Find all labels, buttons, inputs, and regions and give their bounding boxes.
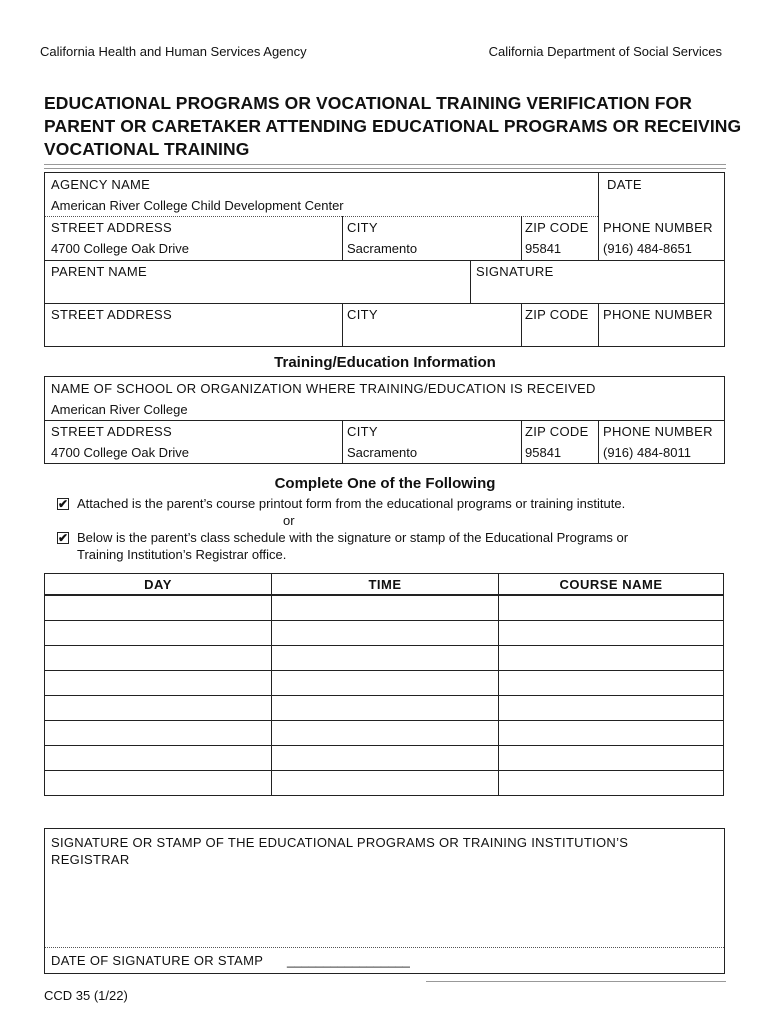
parent-street-label: STREET ADDRESS [51,307,172,322]
course-name-cell[interactable] [499,721,724,746]
day-cell[interactable] [45,621,272,646]
agency-phone-label: PHONE NUMBER [603,220,713,235]
school-street-field[interactable]: 4700 College Oak Drive [51,445,190,460]
school-name-field[interactable]: American River College [51,402,188,417]
form-id: CCD 35 (1/22) [44,988,128,1003]
date-of-signature-label: DATE OF SIGNATURE OR STAMP [51,953,264,968]
footer-divider [426,981,726,982]
course-name-cell[interactable] [499,595,724,621]
agency-zip-field[interactable]: 95841 [525,241,562,256]
time-cell[interactable] [272,671,499,696]
schedule-header-row [45,574,724,596]
registrar-signature-label-line2: REGISTRAR [51,852,130,867]
course-name-cell[interactable] [499,671,724,696]
registrar-signature-section [44,828,725,974]
agency-street-field[interactable]: 4700 College Oak Drive [51,241,190,256]
department-header: California Department of Social Services [488,44,722,59]
parent-zip-field[interactable] [524,325,596,345]
option2-text-line1: Below is the parent’s class schedule with the signature or stamp of the Educational Programs or [77,530,629,545]
registrar-signature-field[interactable] [49,873,721,943]
option2-checkbox[interactable]: ✔ [58,531,69,545]
date-label: DATE [607,177,642,192]
parent-street-field[interactable] [47,325,339,345]
date-of-signature-field[interactable]: _________________ [287,953,410,968]
agency-name-label: AGENCY NAME [51,177,151,192]
or-text: or [283,513,295,528]
class-schedule-table [44,573,724,796]
time-column-header: TIME [272,574,499,596]
option1-checkbox[interactable]: ✔ [58,497,69,511]
school-city-field[interactable]: Sacramento [347,445,418,460]
parent-phone-label: PHONE NUMBER [603,307,713,322]
school-name-label: NAME OF SCHOOL OR ORGANIZATION WHERE TRAINING/EDUCATION IS RECEIVED [51,381,596,396]
school-phone-label: PHONE NUMBER [603,424,713,439]
agency-city-field[interactable]: Sacramento [347,241,418,256]
parent-signature-field[interactable] [473,281,722,301]
table-row [45,646,724,671]
title-divider [44,164,726,165]
course-name-cell[interactable] [499,696,724,721]
parent-city-label: CITY [347,307,378,322]
table-row [45,595,724,621]
day-cell[interactable] [45,746,272,771]
table-row [45,721,724,746]
agency-header: California Health and Human Services Agency [40,44,307,59]
parent-name-field[interactable] [47,281,467,301]
agency-street-label: STREET ADDRESS [51,220,172,235]
time-cell[interactable] [272,746,499,771]
table-row [45,621,724,646]
options-section-title: Complete One of the Following [274,475,496,492]
day-cell[interactable] [45,595,272,621]
agency-parent-section [44,172,725,347]
date-field[interactable] [600,195,722,215]
school-city-label: CITY [347,424,378,439]
parent-zip-label: ZIP CODE [525,307,589,322]
course-name-cell[interactable] [499,746,724,771]
time-cell[interactable] [272,696,499,721]
time-cell[interactable] [272,621,499,646]
school-street-label: STREET ADDRESS [51,424,172,439]
parent-phone-field[interactable] [601,325,722,345]
training-section [44,376,725,464]
parent-city-field[interactable] [345,325,518,345]
time-cell[interactable] [272,595,499,621]
school-zip-label: ZIP CODE [525,424,589,439]
signature-label: SIGNATURE [476,264,554,279]
day-cell[interactable] [45,771,272,796]
course-name-cell[interactable] [499,771,724,796]
time-cell[interactable] [272,721,499,746]
table-row [45,746,724,771]
agency-city-label: CITY [347,220,378,235]
option2-text-line2: Training Institution’s Registrar office. [77,547,287,562]
registrar-signature-label-line1: SIGNATURE OR STAMP OF THE EDUCATIONAL PROGRAMS OR TRAINING INSTITUTION’S [51,835,629,850]
day-column-header: DAY [45,574,272,596]
course-name-cell[interactable] [499,646,724,671]
day-cell[interactable] [45,721,272,746]
agency-zip-label: ZIP CODE [525,220,589,235]
school-zip-field[interactable]: 95841 [525,445,562,460]
course-name-column-header: COURSE NAME [499,574,724,596]
agency-name-field[interactable]: American River College Child Development Center [51,198,344,213]
school-phone-field[interactable]: (916) 484-8011 [603,445,691,460]
table-row [45,696,724,721]
time-cell[interactable] [272,771,499,796]
day-cell[interactable] [45,646,272,671]
course-name-cell[interactable] [499,621,724,646]
table-row [45,771,724,796]
form-title: EDUCATIONAL PROGRAMS OR VOCATIONAL TRAINING VERIFICATION FOR PARENT OR CARETAKER ATTENDING EDUCATIONAL PROGRAMS OR RECEIVING VOCATIONAL TRAINING [44,93,742,159]
parent-name-label: PARENT NAME [51,264,148,279]
day-cell[interactable] [45,671,272,696]
agency-phone-field[interactable]: (916) 484-8651 [603,241,692,256]
title-divider-2 [44,168,726,169]
table-row [45,671,724,696]
time-cell[interactable] [272,646,499,671]
day-cell[interactable] [45,696,272,721]
option1-text: Attached is the parent’s course printout form from the educational programs or training institute. [77,496,626,511]
training-section-title: Training/Education Information [274,354,496,371]
